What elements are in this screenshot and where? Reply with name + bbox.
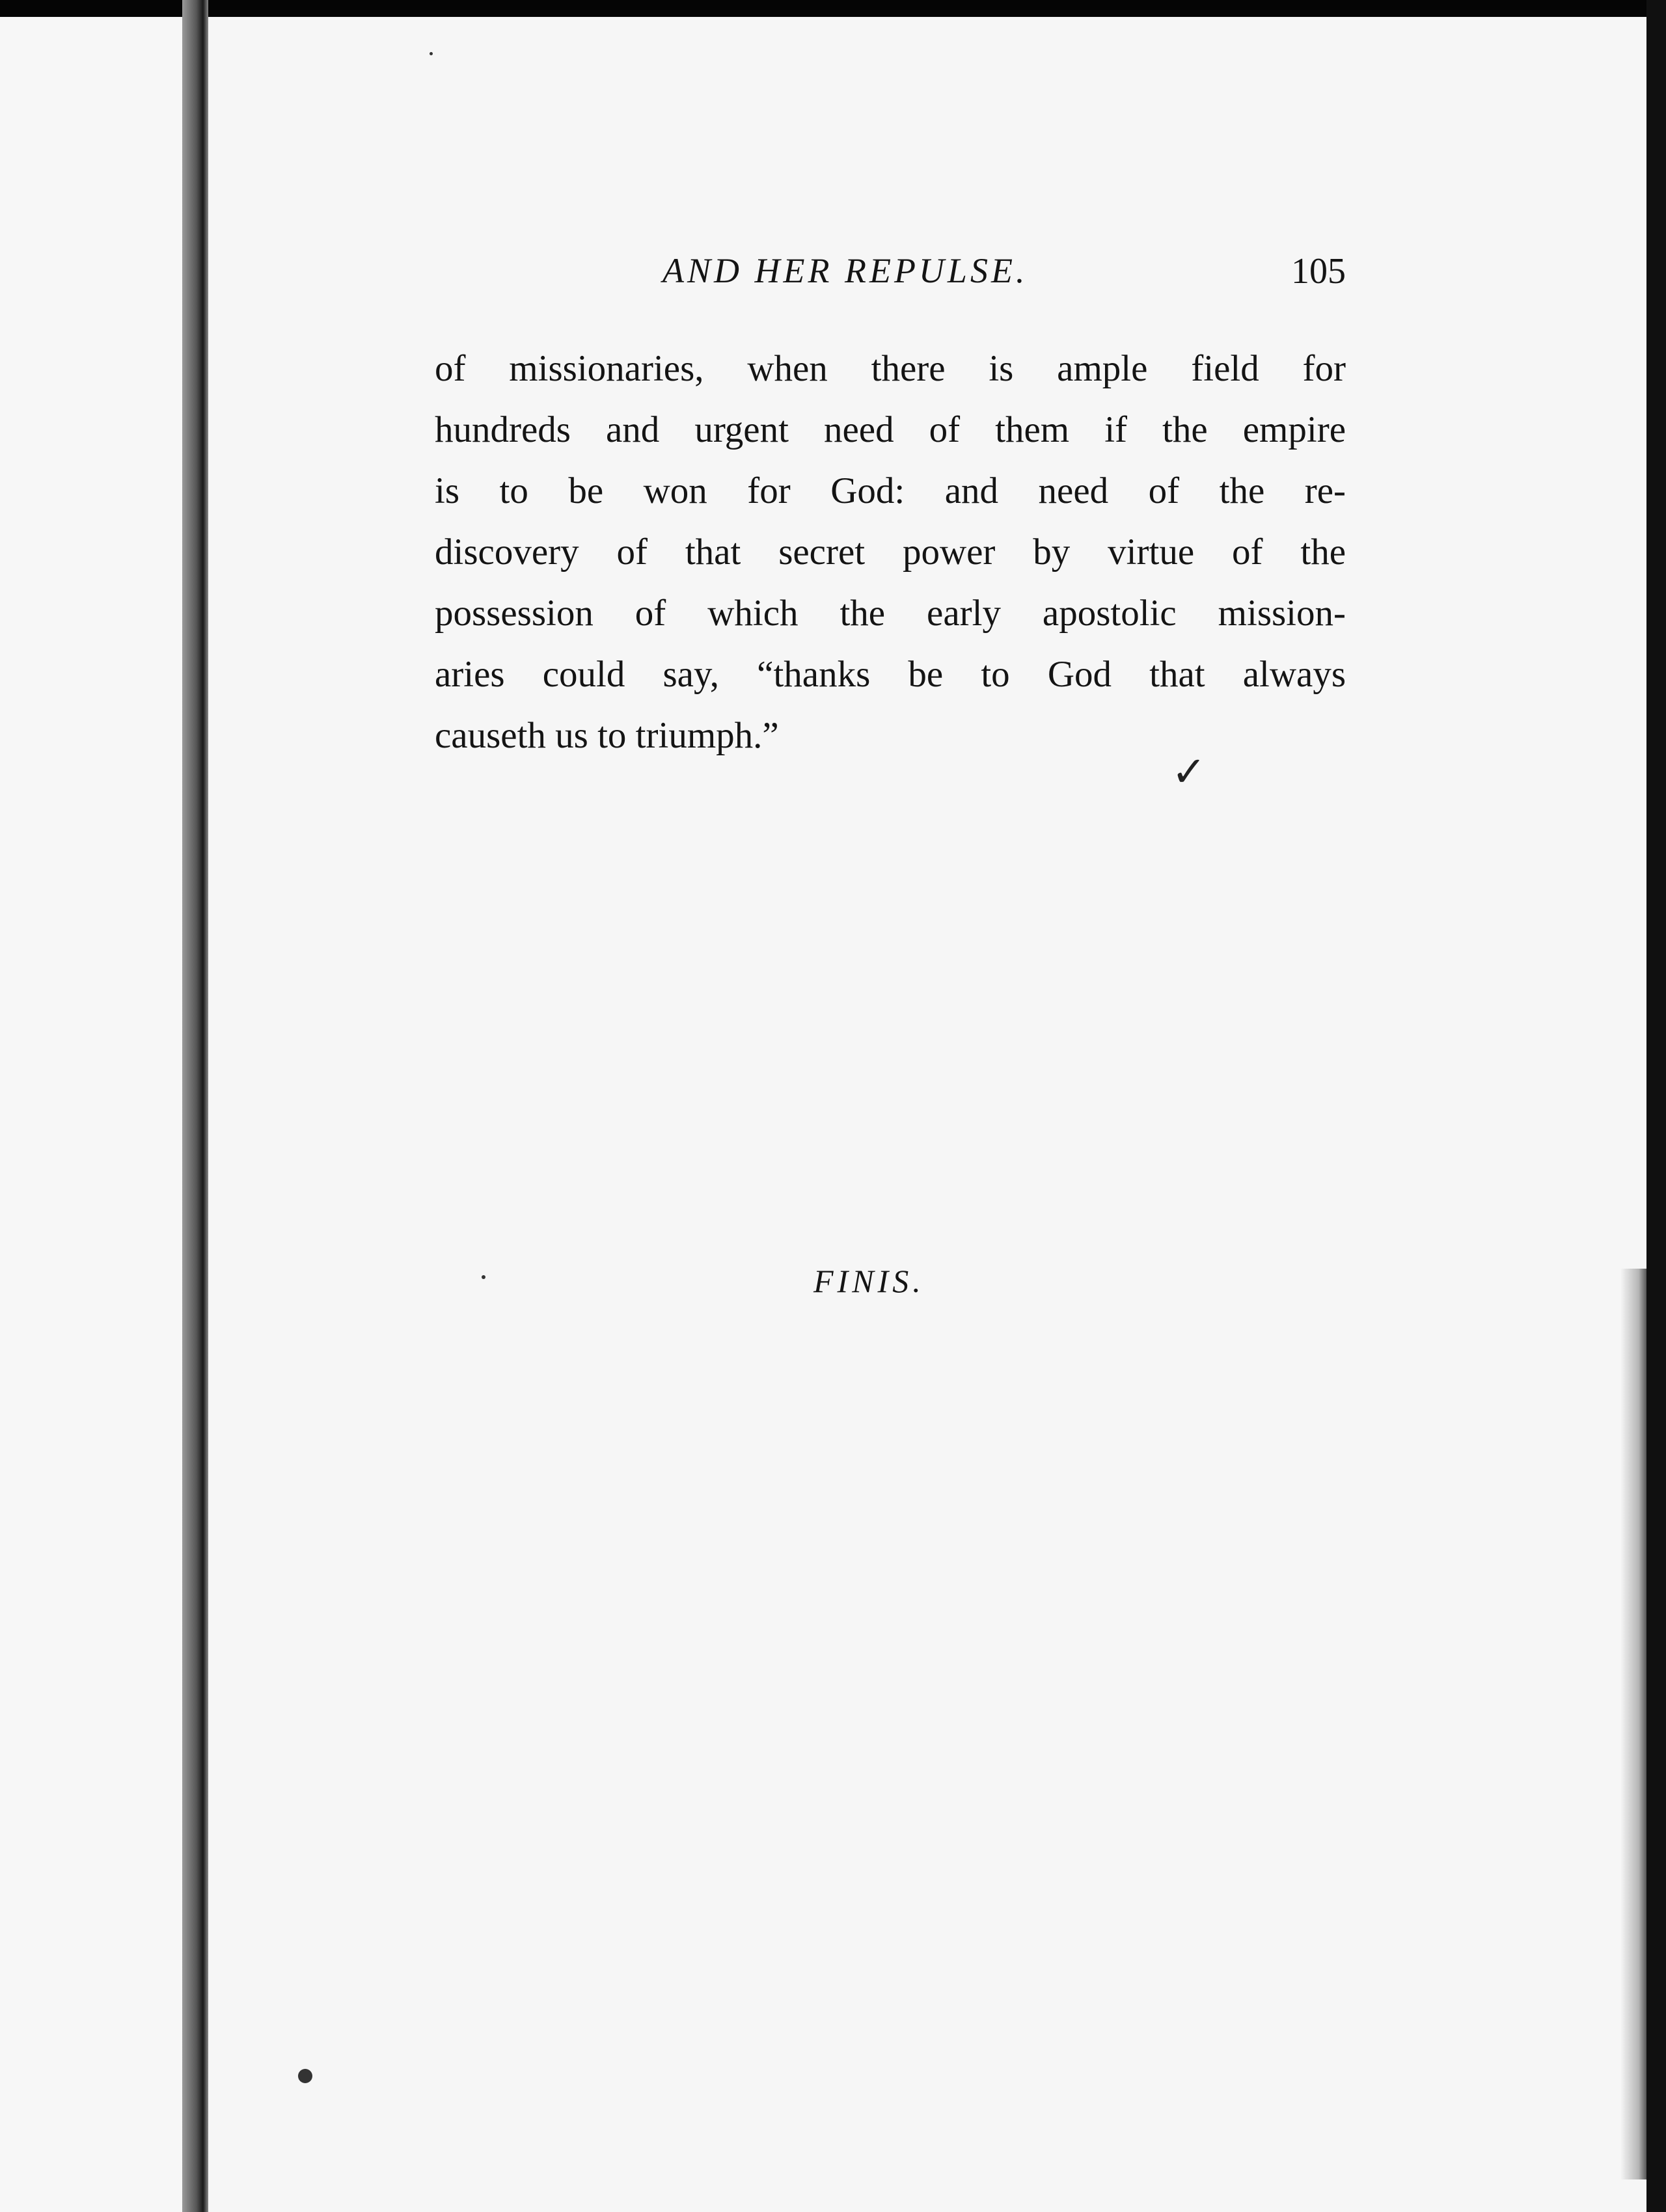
running-head — [435, 250, 1346, 303]
running-title: AND HER REPULSE. — [662, 251, 1028, 290]
left-margin — [0, 17, 182, 2212]
text-line: aries could say, “thanks be to God that always — [435, 654, 1346, 695]
text-line: hundreds and urgent need of them if the empire — [435, 409, 1346, 450]
ink-speck — [298, 2069, 312, 2083]
text-line: causeth us to triumph.” — [435, 715, 779, 756]
page-number: 105 — [1291, 251, 1346, 291]
book-spine — [182, 0, 208, 2212]
body-paragraph — [435, 338, 1346, 766]
text-line: discovery of that secret power by virtue of the — [435, 532, 1346, 573]
text-line: possession of which the early apostolic mission- — [435, 593, 1346, 634]
ink-speck — [430, 52, 433, 55]
checkmark-annotation: ✓ — [1171, 748, 1207, 796]
ink-speck — [482, 1275, 485, 1279]
top-border — [0, 0, 1666, 17]
text-line: of missionaries, when there is ample field for — [435, 348, 1346, 389]
page-edge-shadow — [1620, 1269, 1646, 2179]
closing-word: FINIS. — [813, 1263, 925, 1299]
text-line: is to be won for God: and need of the re- — [435, 470, 1346, 511]
right-border — [1646, 0, 1666, 2212]
